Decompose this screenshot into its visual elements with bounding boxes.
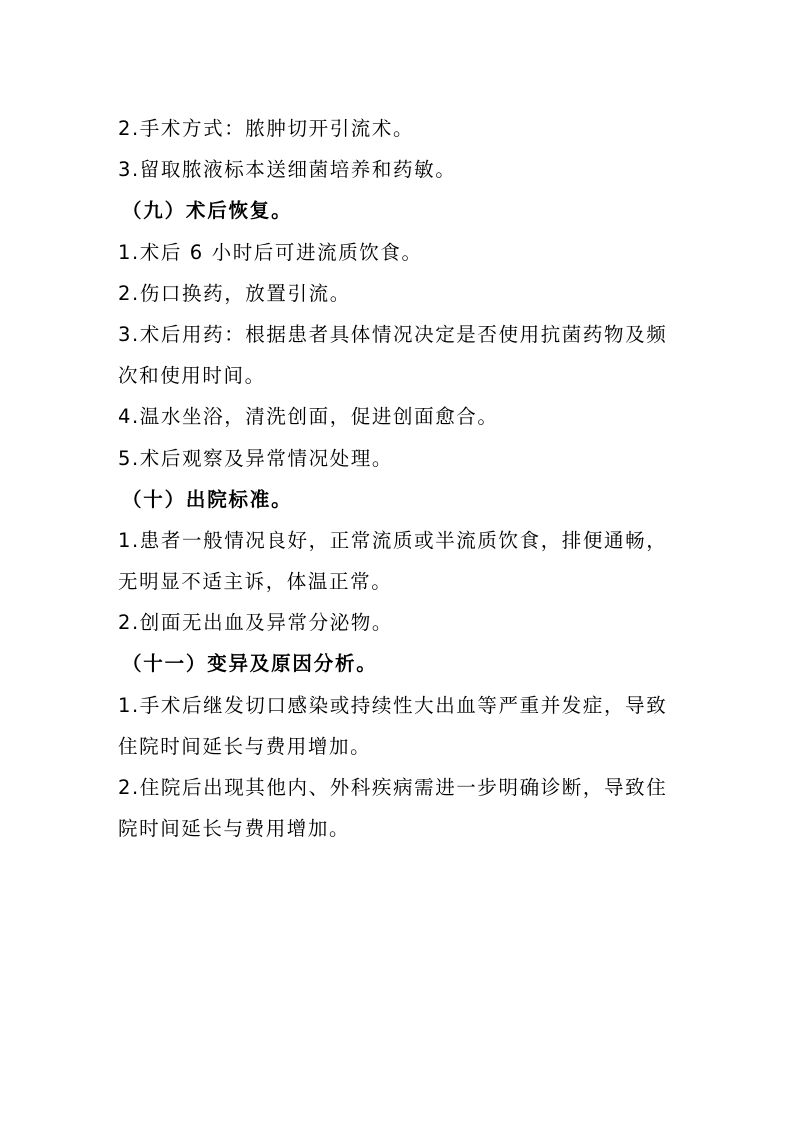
list-item-sitz-bath: 4.温水坐浴，清洗创面，促进创面愈合。 xyxy=(118,405,499,429)
list-item-dressing-change: 2.伤口换药，放置引流。 xyxy=(118,281,351,305)
section-heading-discharge-criteria: （十）出院标准。 xyxy=(122,487,293,511)
list-item-complications-cont: 住院时间延长与费用增加。 xyxy=(118,734,372,758)
list-item-liquid-diet: 1.术后 6 小时后可进流质饮食。 xyxy=(118,240,423,264)
document-body xyxy=(118,108,678,849)
list-item-wound-status: 2.创面无出血及异常分泌物。 xyxy=(118,611,394,635)
list-item-other-diseases-cont: 院时间延长与费用增加。 xyxy=(118,817,351,841)
list-item-postop-observation: 5.术后观察及异常情况处理。 xyxy=(118,446,394,470)
list-item-postop-medication-cont: 次和使用时间。 xyxy=(118,364,266,388)
list-item-general-condition-cont: 无明显不适主诉，体温正常。 xyxy=(118,570,393,594)
list-item-surgery-method: 2.手术方式：脓肿切开引流术。 xyxy=(118,117,415,140)
list-item-complications: 1.手术后继发切口感染或持续性大出血等严重并发症，导致 xyxy=(118,693,668,717)
list-item-other-diseases: 2.住院后出现其他内、外科疾病需进一步明确诊断，导致住 xyxy=(118,776,668,799)
list-item-general-condition: 1.患者一般情况良好，正常流质或半流质饮食，排便通畅， xyxy=(118,528,668,552)
section-heading-postop-recovery: （九）术后恢复。 xyxy=(122,199,293,223)
list-item-pus-culture: 3.留取脓液标本送细菌培养和药敏。 xyxy=(118,158,457,182)
section-heading-variation-analysis: （十一）变异及原因分析。 xyxy=(122,652,378,676)
list-item-postop-medication: 3.术后用药：根据患者具体情况决定是否使用抗菌药物及频 xyxy=(118,322,668,346)
